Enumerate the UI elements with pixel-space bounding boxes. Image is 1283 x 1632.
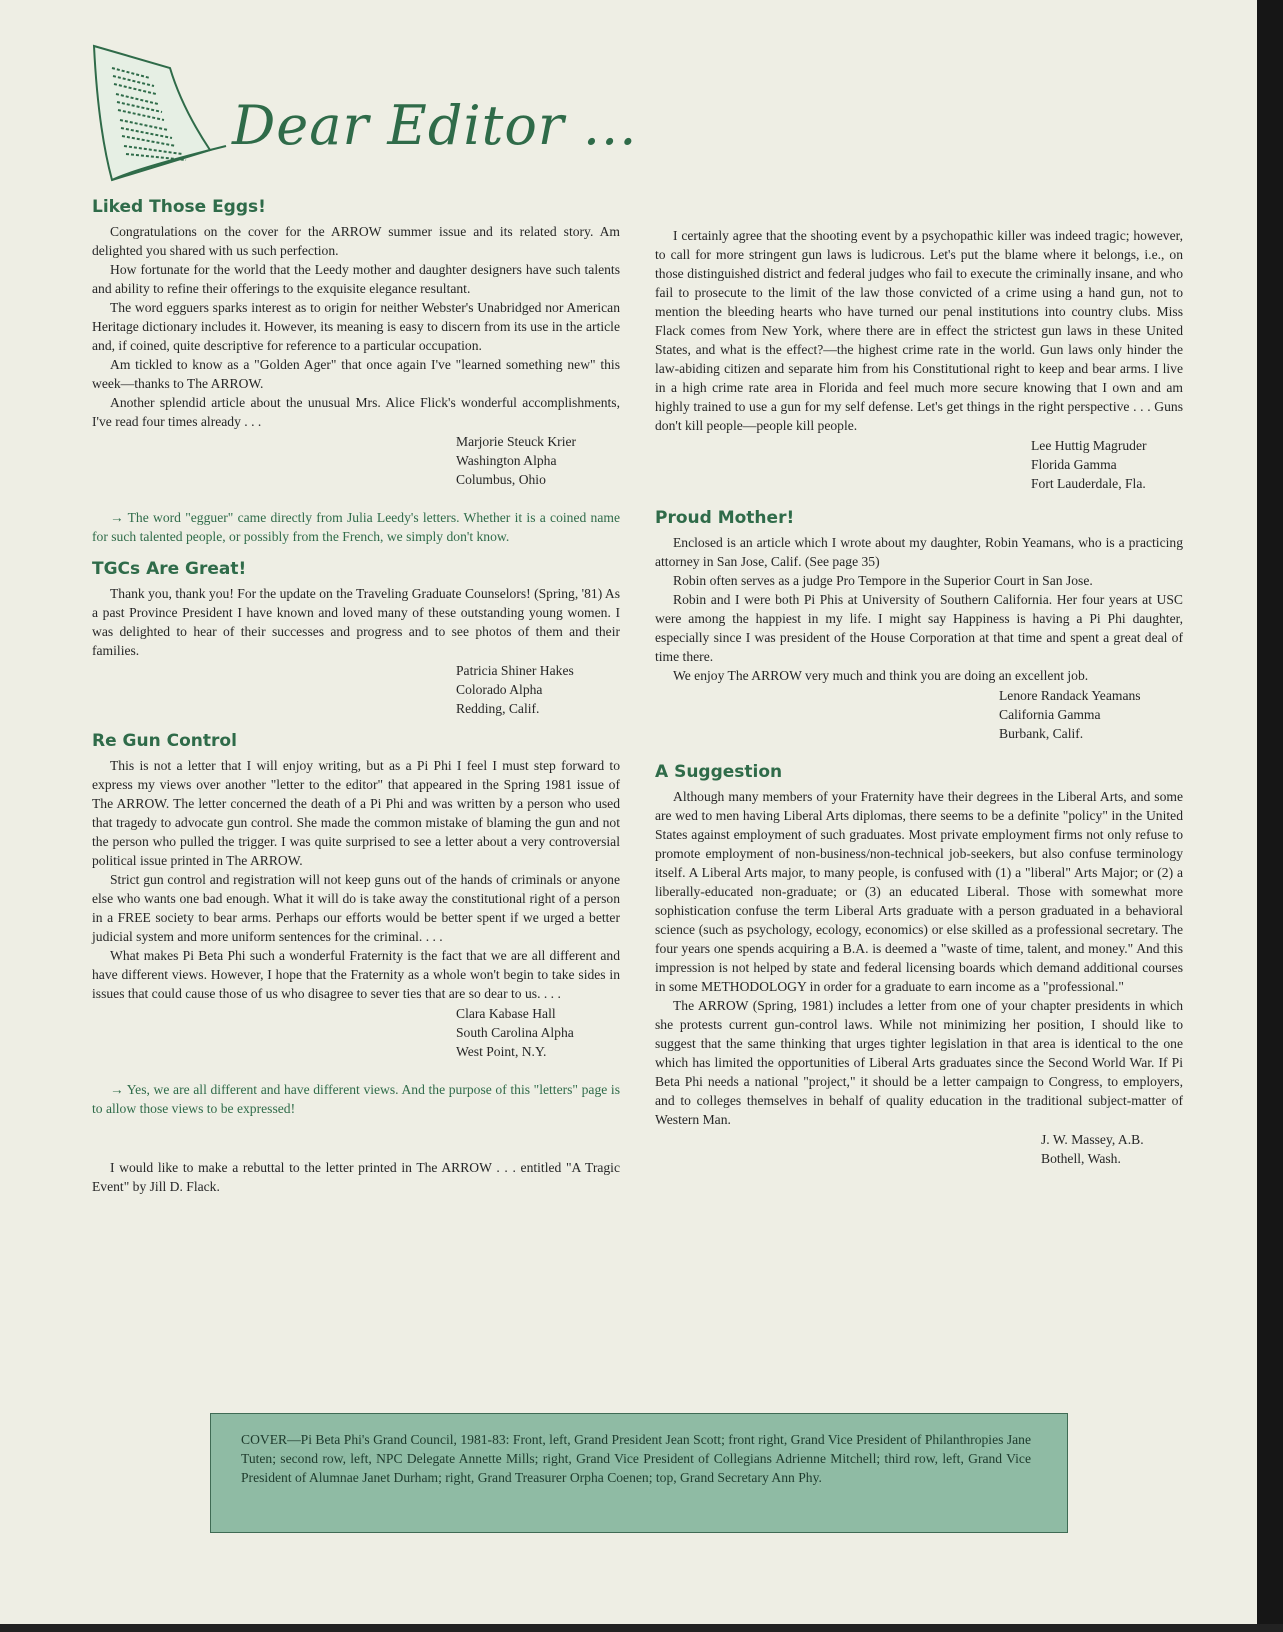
signature-name: Lee Huttig Magruder (1031, 438, 1147, 453)
signature-city: West Point, N.Y. (456, 1044, 547, 1059)
letter-paragraph: We enjoy The ARROW very much and think you are doing an excellent job. (673, 668, 1089, 683)
letter-heading: TGCs Are Great! (92, 559, 247, 579)
letter-suggestion (655, 761, 1183, 1168)
signature-city: Fort Lauderdale, Fla. (1031, 476, 1146, 491)
letter-paragraph: The word egguers sparks interest as to origin for neither Webster's Unabridged nor American Heritage dictionary includes it. However, its meaning is easy to discern from its use in the article and, if coined, quite descriptive for reference to a particular occupation. (92, 300, 620, 353)
signature-chapter: South Carolina Alpha (456, 1025, 574, 1040)
letter-paragraph: Another splendid article about the unusual Mrs. Alice Flick's wonderful accomplishments, I've read four times already . . . (92, 395, 620, 429)
editor-note: → Yes, we are all different and have different views. And the purpose of this "letters" page is to allow those views to be expressed! (92, 1082, 620, 1116)
cover-caption-box (210, 1413, 1068, 1533)
letter-paragraph: The ARROW (Spring, 1981) includes a letter from one of your chapter presidents in which she protests current gun-control laws. While not minimizing her position, I should like to suggest that the same thinking that urges tighter legislation in that area is identical to the one which has limited the opportunities of Liberal Arts graduates since the Second World War. If Pi Beta Phi needs a national "project," it should be a letter campaign to Congress, to employers, and to colleges themselves in behalf of quality education in the traditional subject-matter of Western Man. (655, 998, 1183, 1127)
signature-chapter: California Gamma (999, 707, 1101, 722)
letter-heading: A Suggestion (655, 762, 783, 782)
signature-city: Burbank, Calif. (999, 726, 1084, 741)
signature-name: Marjorie Steuck Krier (456, 434, 577, 449)
signature-name: Clara Kabase Hall (456, 1006, 556, 1021)
signature-name: J. W. Massey, A.B. (1041, 1132, 1144, 1147)
letter-paragraph: Robin and I were both Pi Phis at University of Southern California. Her four years at USC were among the happiest in my life. I might say Happiness is having a Pi Phi daughter, especially since I was president of the House Corporation at that time and spent a great deal of time there. (655, 592, 1183, 664)
letter-paragraph: Thank you, thank you! For the update on the Traveling Graduate Counselors! (Spring, '81) As a past Province President I have known and loved many of these outstanding young women. I was delighted to hear of their successes and progress and to see photos of them and their families. (92, 586, 620, 658)
letter-paragraph: Although many members of your Fraternity have their degrees in the Liberal Arts, and some are wed to men having Liberal Arts diplomas, there seems to be a definite "policy" in the United States against employment of such graduates. Most private employment firms not only refuse to promote employment of non-business/non-technical job-seekers, but also confuse terminology itself. A Liberal Arts major, to many people, is confused with (1) a "liberal" Arts Major; or (2) a liberally-educated non-graduate; or (3) an educated Liberal. Those with somewhat more sophistication confuse the term Liberal Arts graduate with a person graduated in a behavioral science (such as psychology, ecology, economics) or else skilled as a professional secretary. The four years one spends acquiring a B.A. is deemed a "waste of time, talent, and money." And this impression is not helped by state and federal licensing boards which demand additional courses in some METHODOLOGY in order for a graduate to earn income as a "professional." (655, 789, 1183, 994)
letter-rebuttal-start (92, 1158, 620, 1196)
signature-city: Redding, Calif. (456, 701, 540, 716)
letter-signature (1031, 436, 1183, 493)
signature-city: Bothell, Wash. (1041, 1151, 1121, 1166)
cover-caption: COVER—Pi Beta Phi's Grand Council, 1981-83: Front, left, Grand President Jean Scott; front right, Grand Vice President of Philanthropies Jane Tuten; second row, left, NPC Delegate Annette Mills; right, Grand Vice President of Collegians Adrienne Mitchell; third row, left, Grand Vice President of Alumnae Janet Durham; right, Grand Treasurer Orpha Coenen; top, Grand Secretary Ann Phy. (241, 1432, 1031, 1485)
letter-liked-eggs (92, 196, 620, 546)
letter-heading: Liked Those Eggs! (92, 197, 266, 217)
letter-paragraph: Enclosed is an article which I wrote about my daughter, Robin Yeamans, who is a practicing attorney in San Jose, Calif. (See page 35) (655, 535, 1183, 569)
letter-paragraph: Robin often serves as a judge Pro Tempore in the Superior Court in San Jose. (673, 573, 1093, 588)
signature-name: Lenore Randack Yeamans (999, 688, 1141, 703)
letter-signature (1041, 1130, 1183, 1168)
letter-signature (456, 432, 620, 489)
letter-gun-control (92, 730, 620, 1118)
letter-proud-mother (655, 507, 1183, 743)
left-column (92, 196, 620, 1196)
letter-signature (456, 1004, 620, 1061)
signature-name: Patricia Shiner Hakes (456, 663, 574, 678)
masthead-title: Dear Editor ... (232, 94, 638, 157)
letter-paragraph: I certainly agree that the shooting event by a psychopathic killer was indeed tragic; however, to call for more stringent gun laws is ludicrous. Let's put the blame where it belongs, i.e., on those distinguished district and federal judges who fail to execute the criminally insane, and who fail to prosecute to the limit of the law those convicted of a crime using a hand gun, not to mention the bleeding hearts who have turned our penal institutions into country clubs. Miss Flack comes from New York, where there are in effect the strictest gun laws in these United States, and what is the effect?—the highest crime rate in the world. Gun laws only hinder the law-abiding citizen and separate him from his Constitutional right to keep and bear arms. I live in a high crime rate area in Florida and feel much more secure knowing that I own and am highly trained to use a gun for my self defense. Let's get things in the right perspective . . . Guns don't kill people—people kill people. (655, 228, 1183, 433)
editor-note: → The word "egguer" came directly from Julia Leedy's letters. Whether it is a coined name for such talented people, or possibly from the French, we simply don't know. (92, 510, 620, 544)
letter-paragraph: How fortunate for the world that the Leedy mother and daughter designers have such talents and ability to refine their offerings to the exquisite elegance resultant. (92, 262, 620, 296)
letter-heading: Re Gun Control (92, 731, 237, 751)
letter-paragraph: Am tickled to know as a "Golden Ager" that once again I've "learned something new" this week—thanks to The ARROW. (92, 357, 620, 391)
letter-paragraph: What makes Pi Beta Phi such a wonderful Fraternity is the fact that we are all different and have different views. However, I hope that the Fraternity as a whole won't begin to take sides in issues that could cause those of us who disagree to sever ties that are so dear to us. . . . (92, 948, 620, 1001)
signature-city: Columbus, Ohio (456, 472, 546, 487)
letter-signature (999, 686, 1183, 743)
right-column (655, 226, 1183, 1168)
letter-paragraph: I would like to make a rebuttal to the letter printed in The ARROW . . . entitled "A Tragic Event" by Jill D. Flack. (92, 1160, 620, 1194)
masthead (82, 38, 638, 198)
page-edge-right (1257, 0, 1283, 1632)
signature-chapter: Florida Gamma (1031, 457, 1117, 472)
letter-heading: Proud Mother! (655, 508, 795, 528)
letter-document-icon (82, 38, 232, 188)
letter-signature (456, 661, 620, 718)
letter-tgcs (92, 558, 620, 718)
page-edge-bottom (0, 1624, 1283, 1632)
letter-paragraph: Strict gun control and registration will not keep guns out of the hands of criminals or anyone else who wants one bad enough. What it will do is take away the constitutional right of a person in a FREE society to bear arms. Perhaps our efforts would be better spent if we urged a better judicial system and more uniform sentences for the criminal. . . . (92, 872, 620, 944)
letter-paragraph: Congratulations on the cover for the ARROW summer issue and its related story. Am delighted you shared with us such perfection. (92, 224, 620, 258)
signature-chapter: Washington Alpha (456, 453, 557, 468)
letter-rebuttal-continued (655, 226, 1183, 493)
letter-paragraph: This is not a letter that I will enjoy writing, but as a Pi Phi I feel I must step forward to express my views over another "letter to the editor" that appeared in the Spring 1981 issue of The ARROW. The letter concerned the death of a Pi Phi and was written by a person who used that tragedy to advocate gun control. She made the common mistake of blaming the gun and not the person who pulled the trigger. I was quite surprised to see a letter about a very controversial political issue printed in The ARROW. (92, 758, 620, 868)
signature-chapter: Colorado Alpha (456, 682, 543, 697)
